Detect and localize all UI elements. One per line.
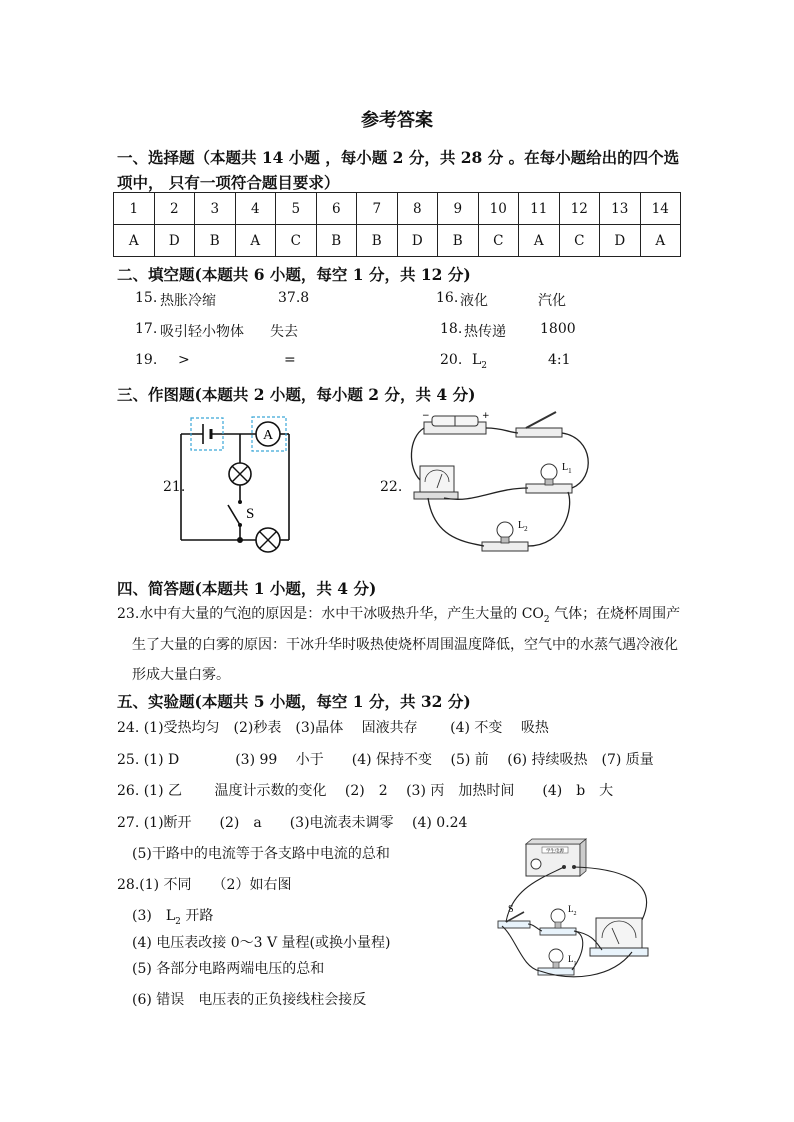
fill-item-17-answer2: 失去 [270,324,298,340]
table-cell: 6 [316,193,357,225]
wire [574,867,647,920]
switch-label: S [246,506,255,522]
section4-heading: 四、简答题(本题共 1 小题，共 4 分) [117,579,377,598]
fill-item-19-number: 19. [135,352,158,368]
wire [528,492,570,546]
fill-item-19-answer2: = [284,352,296,368]
table-cell: B [357,225,398,257]
fill-item-15-number: 15. [135,290,158,306]
table-cell: 14 [640,193,681,225]
table-cell: A [114,225,155,257]
switch-label: S [508,904,514,915]
wire [502,926,540,971]
lamp-l1-label: $L_1$ [562,462,572,475]
power-supply-label: 学生电源 [546,849,564,854]
table-cell: 7 [357,193,398,225]
q25-answer: 25. (1) D (3) 99 小于 (4) 保持不变 (5) 前 (6) 持续吸热 (7) 质量 [117,752,654,768]
lamp-l2-label: $L_2$ [568,904,577,917]
table-cell: 10 [478,193,519,225]
lamp-l1-icon [549,949,563,963]
fill-item-20-answer2: 4:1 [548,352,571,368]
table-cell: B [195,225,236,257]
lamp-l1-socket [553,962,559,968]
circuit-diagram-21 [176,412,296,558]
circuit-diagram-28 [492,838,672,982]
q28-answer-6: (6) 错误 电压表的正负接线柱会接反 [132,992,367,1008]
table-cell: 13 [600,193,641,225]
table-cell: 3 [195,193,236,225]
voltmeter-icon [596,918,642,950]
power-supply-knob [531,859,541,869]
fill-item-16-number: 16. [436,290,459,306]
answer-table-answer-row [114,225,681,257]
switch-icon [526,412,556,428]
lamp-l1-label: $L_1$ [568,954,577,967]
fill-item-17-answer1: 吸引轻小物体 [160,324,244,340]
q23-line3: 形成大量白雾。 [132,667,230,683]
q22-label: 22. [380,479,403,495]
fill-item-20-answer1: $L_2$ [472,352,488,371]
section3-heading: 三、作图题(本题共 2 小题，每小题 2 分，共 4 分) [117,385,476,404]
fill-item-18-answer2: 1800 [540,321,576,337]
fill-item-20-number: 20. [440,352,463,368]
table-cell: 4 [235,193,276,225]
fill-item-16-answer2: 汽化 [538,293,566,309]
table-cell: A [235,225,276,257]
lamp-l2-base [540,928,576,935]
lamp-l1-base [538,968,574,975]
fill-item-18-answer1: 热传递 [464,324,506,340]
q21-label: 21. [163,479,186,495]
q23-line1: 23.水中有大量的气泡的原因是：水中干冰吸热升华，产生大量的 $CO_2$ 气体；在烧杯周围产 [117,606,681,625]
fill-item-15-answer2: 37.8 [278,290,310,306]
table-cell: 1 [114,193,155,225]
table-cell: C [276,225,317,257]
lamp-l2-icon [551,909,565,923]
section1-heading-line2: 项中， 只有一项符合题目要求） [117,173,340,192]
answer-table [113,192,681,257]
wire [486,428,518,433]
power-supply-top [526,839,586,844]
switch-icon [228,505,240,525]
circuit-diagram-22 [404,408,604,558]
voltmeter-base [414,492,458,499]
lamp-l1-socket [545,479,553,485]
table-cell: 11 [519,193,560,225]
table-cell: 5 [276,193,317,225]
section2-heading: 二、填空题(本题共 6 小题，每空 1 分，共 12 分) [117,265,471,284]
table-cell: D [397,225,438,257]
lamp-l2-icon [497,522,513,538]
table-cell: B [438,225,479,257]
q28-answer-4: (4) 电压表改接 0～3 V 量程(或换小量程) [132,935,391,951]
table-cell: 8 [397,193,438,225]
q23-line2: 生了大量的白雾的原因：干冰升华时吸热使烧杯周围温度降低，空气中的水蒸气遇冷液化 [132,637,678,653]
q26-answer: 26. (1) 乙 温度计示数的变化 (2) 2 (3) 丙 加热时间 (4) b 大 [117,783,614,799]
q28-answer-5: (5) 各部分电路两端电压的总和 [132,961,325,977]
ammeter-label: A [262,428,274,443]
q27-answer: 27. (1)断开 (2) a (3)电流表未调零 (4) 0.24 [117,815,468,831]
plus-terminal-label: + [482,411,490,421]
fill-item-15-answer1: 热胀冷缩 [160,293,216,309]
lamp-l2-socket [501,537,509,543]
table-cell: D [600,225,641,257]
section1-heading-line1: 一、选择题（本题共 14 小题 ，每小题 2 分，共 28 分 。在每小题给出的四个选 [117,148,680,167]
table-cell: A [640,225,681,257]
lamp-l1-icon [541,464,557,480]
junction-dot [237,537,243,543]
table-cell: C [478,225,519,257]
table-cell: 12 [559,193,600,225]
fill-item-19-answer1: > [178,352,190,368]
q24-answer: 24. (1)受热均匀 (2)秒表 (3)晶体 固液共存 (4) 不变 吸热 [117,720,549,736]
fill-item-18-number: 18. [440,321,463,337]
wire [562,433,588,488]
q28-answer-1-2: 28.(1) 不同 （2）如右图 [117,877,292,893]
switch-base [516,428,562,437]
section5-heading: 五、实验题(本题共 5 小题，每空 1 分，共 32 分) [117,692,471,711]
table-cell: A [519,225,560,257]
table-cell: D [154,225,195,257]
page-title: 参考答案 [361,110,433,131]
minus-terminal-label: − [422,411,430,421]
power-supply-side [580,839,586,876]
voltmeter-base [590,948,648,956]
answer-table-number-row [114,193,681,225]
table-cell: C [559,225,600,257]
lamp-l2-label: $L_2$ [518,520,528,533]
fill-item-17-number: 17. [135,321,158,337]
table-cell: 2 [154,193,195,225]
table-cell: 9 [438,193,479,225]
q28-answer-3: (3) $L_2$ 开路 [132,908,214,927]
wire [428,498,484,546]
table-cell: B [316,225,357,257]
lamp-l2-socket [555,922,561,928]
switch-contact [238,500,242,504]
q27-answer-5: (5)干路中的电流等于各支路中电流的总和 [132,846,390,862]
fill-item-16-answer1: 液化 [460,293,488,309]
